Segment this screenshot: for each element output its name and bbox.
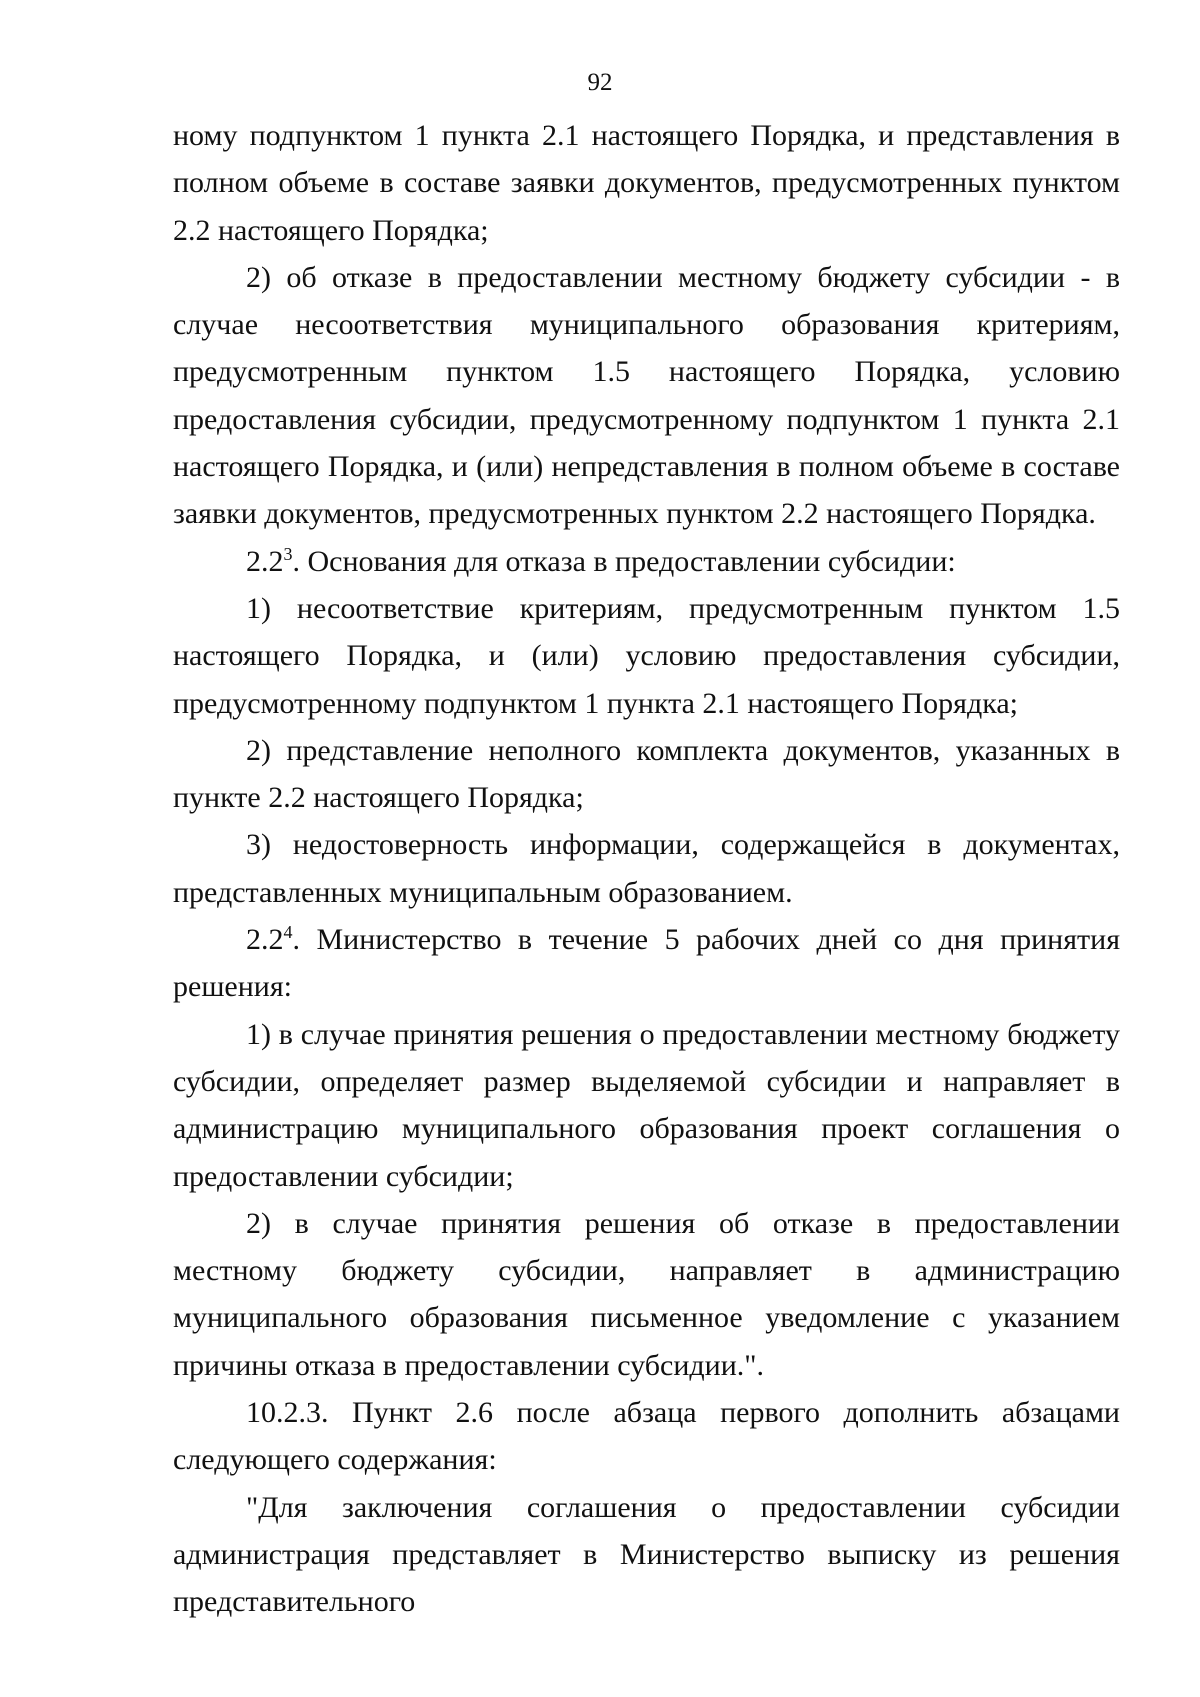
- paragraph: 1) несоответствие критериям, предусмотренным пунктом 1.5 настоящего Порядка, и (или) условию предоставления субсидии, предусмотренному подпунктом 1 пункта 2.1 настоящего Порядка;: [173, 591, 1120, 720]
- paragraph: 3) недостоверность информации, содержащейся в документах, представленных муниципальным образованием.: [173, 828, 1120, 909]
- section-superscript: 3: [283, 543, 293, 564]
- paragraph: ному подпунктом 1 пункта 2.1 настоящего Порядка, и представления в полном объеме в составе заявки документов, предусмотренных пунктом 2.2 настоящего Порядка;: [173, 119, 1120, 247]
- paragraph: 2) об отказе в предоставлении местному бюджету субсидии - в случае несоответствия муниципального образования критериям, предусмотренным пунктом 1.5 настоящего Порядка, условию предоставления субсидии, предусмотренному подпунктом 1 пункта 2.1 настоящего Порядка, и (или) непредставления в полном объеме в составе заявки документов, предусмотренных пунктом 2.2 настоящего Порядка.: [173, 260, 1120, 531]
- paragraph: 2) в случае принятия решения об отказе в предоставлении местному бюджету субсидии, направляет в администрацию муниципального образования письменное уведомление с указанием причины отказа в предоставлении субсидии.".: [173, 1206, 1120, 1382]
- paragraph: "Для заключения соглашения о предоставлении субсидии администрация представляет в Министерство выписку из решения представительного: [173, 1490, 1120, 1619]
- paragraph-text: . Основания для отказа в предоставлении субсидии:: [292, 544, 956, 578]
- paragraph: 1) в случае принятия решения о предоставлении местному бюджету субсидии, определяет размер выделяемой субсидии и направляет в администрацию муниципального образования проект соглашения о предоставлении субсидии;: [173, 1017, 1120, 1193]
- section-number: 2.2: [246, 923, 284, 957]
- section-number: 2.2: [246, 544, 284, 578]
- paragraph-text: . Министерство в течение 5 рабочих дней со дня принятия решения:: [173, 923, 1120, 1004]
- paragraph: 2) представление неполного комплекта документов, указанных в пункте 2.2 настоящего Порядка;: [173, 733, 1120, 815]
- page-number: 92: [587, 69, 613, 96]
- paragraph-heading: [173, 916, 1120, 1011]
- paragraph: 10.2.3. Пункт 2.6 после абзаца первого дополнить абзацами следующего содержания:: [173, 1396, 1120, 1477]
- document-body: [173, 112, 1120, 1626]
- section-superscript: 4: [283, 922, 293, 943]
- paragraph-heading: [173, 538, 1120, 585]
